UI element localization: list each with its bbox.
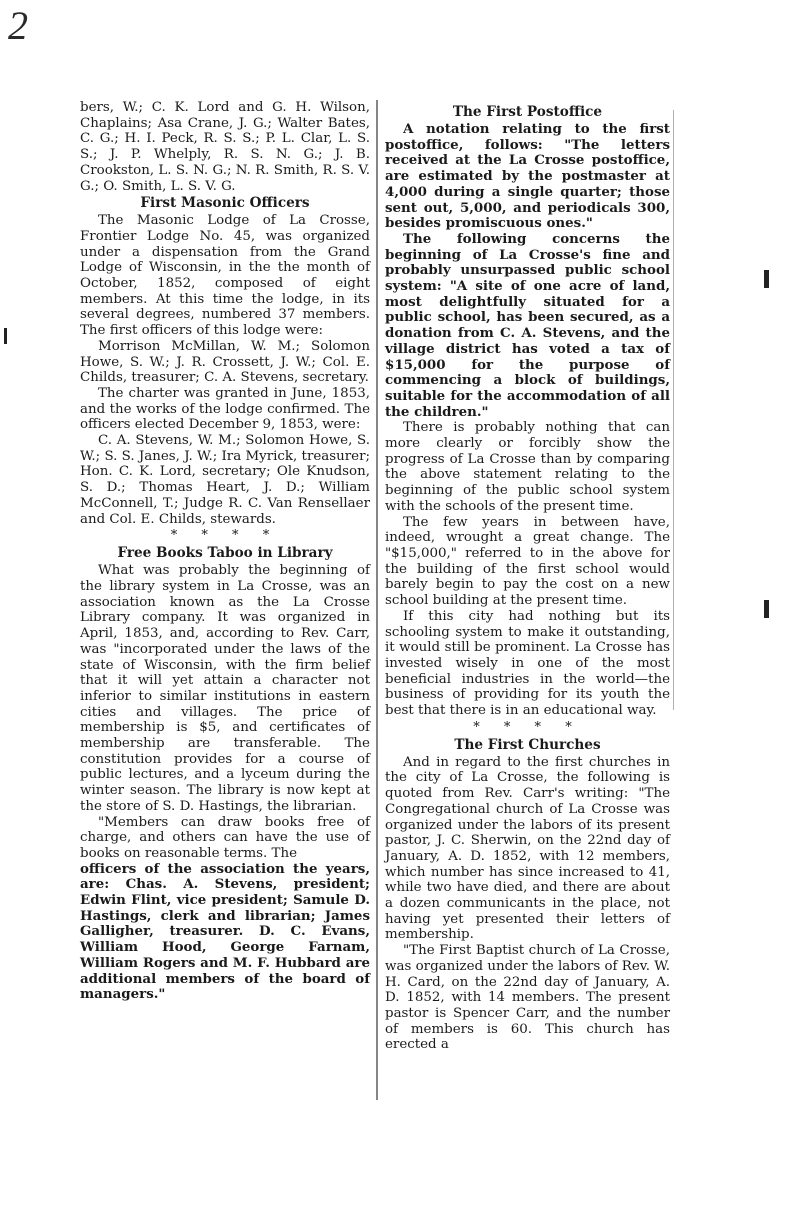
library-paragraph-2: "Members can draw books free of charge, and others can have the use of books on reasonable terms. The [80,814,370,861]
scan-mark-right-top [764,270,769,288]
churches-paragraph-2: "The First Baptist church of La Crosse, was organized under the labors of Rev. W. H. Card, on the 22nd day of January, A. D. 1852, with 14 members. The present pastor is Spencer Carr, and the number of members is 60. This church has erected a [385,943,670,1053]
right-margin-rule [673,110,674,710]
heading-free-books-taboo: Free Books Taboo in Library [117,545,333,562]
masonic-paragraph-1: The Masonic Lodge of La Crosse, Frontier Lodge No. 45, was organized under a dispensation from the Grand Lodge of Wisconsin, in the the month of October, 1852, composed of eight members. At this time the lodge, in its several degrees, numbered 37 members. The first officers of this lodge were: [80,213,370,339]
heading-first-postoffice: The First Postoffice [452,104,603,120]
masonic-paragraph-4: C. A. Stevens, W. M.; Solomon Howe, S. W.; S. S. Janes, J. W.; Ira Myrick, treasurer; Hon. C. K. Lord, secretary; Ole Knudson, S. D.; Thomas Heart, J. D.; William McConnell, T.; Judge R. C. Van Rensellaer and Col. E. Childs, stewards. [80,433,370,527]
library-paragraph-3: officers of the association the years, are: Chas. A. Stevens, president; Edwin Flint, vice president; Samule D. Hastings, clerk and librarian; James Galligher, treasurer. D. C. Evans, William Hood, George Farnam, William Rogers and M. F. Hubbard are additional members of the board of managers." [80,860,370,1003]
postoffice-paragraph-4: The few years in between have, indeed, wrought a great change. The "$15,000," referred to in the above for the building of the first school would barely begin to pay the cost on a new school building at the present time. [385,514,670,609]
column-rule [376,100,378,1100]
postoffice-paragraph-2: The following concerns the beginning of La Crosse's fine and probably unsurpassed public school system: "A site of one acre of land, most delightfully situated for a public school, has been secured, as a donation from C. A. Stevens, and the village district has voted a tax of $15,000 for the purpose of commencing a block of buildings, suitable for the accommodation of all the children." [385,230,670,420]
postoffice-paragraph-3: There is probably nothing that can more clearly or forcibly show the progress of La Crosse than by comparing the above statement relating to the beginning of the public school system with the schools of the present time. [385,420,670,514]
left-column [80,100,370,1003]
right-column [385,100,670,1053]
postoffice-paragraph-5: If this city had nothing but its schooling system to make it outstanding, it would still be prominent. La Crosse has invested wisely in one of the most beneficial industries in the world—the business of providing for its youth the best that there is in an educational way. [385,608,670,719]
officers-list-continued: bers, W.; C. K. Lord and G. H. Wilson, Chaplains; Asa Crane, J. G.; Walter Bates, C. G.; H. I. Peck, R. S. S.; P. L. Clar, L. S. S.; J. P. Whelply, R. S. N. G.; J. B. Crookston, L. S. N. G.; N. R. Smith, R. S. V. G.; O. Smith, L. S. V. G. [80,100,370,194]
scan-mark-right-bottom [764,600,769,618]
masonic-paragraph-2: Morrison McMillan, W. M.; Solomon Howe, S. W.; J. R. Crossett, J. W.; Col. E. Childs, treasurer; C. A. Stevens, secretary. [80,338,370,386]
heading-first-masonic-officers: First Masonic Officers [140,195,310,212]
masonic-paragraph-3: The charter was granted in June, 1853, and the works of the lodge confirmed. The officers elected December 9, 1853, were: [80,385,370,433]
heading-first-churches: The First Churches [454,736,601,753]
page-number-mark: 2 [8,3,28,48]
scan-mark-left [4,328,7,344]
section-divider-stars: * * * * [473,719,582,735]
section-divider-stars: * * * * [170,528,280,544]
library-paragraph-1: What was probably the beginning of the library system in La Crosse, was an association known as the La Crosse Library company. It was organized in April, 1853, and, according to Rev. Carr, was "incorporated under the laws of the state of Wisconsin, with the firm belief that it will yet attain a character not inferior to similar institutions in eastern cities and villages. The price of membership is $5, and certificates of membership are transferable. The constitution provides for a course of public lectures, and a lyceum during the winter season. The library is now kept at the store of S. D. Hastings, the librarian. [80,563,370,814]
churches-paragraph-1: And in regard to the first churches in the city of La Crosse, the following is quoted from Rev. Carr's writing: "The Congregational church of La Crosse was organized under the labors of its present pastor, J. C. Sherwin, on the 22nd day of January, A. D. 1852, with 12 members, which number has since increased to 41, while two have died, and there are about a dozen communicants in the place, not having yet presented their letters of membership. [385,754,670,943]
postoffice-paragraph-1: A notation relating to the first postoffice, follows: "The letters received at the La Crosse postoffice, are estimated by the postmaster at 4,000 during a single quarter; those sent out, 5,000, and periodicals 300, besides promiscuous ones." [385,121,670,232]
